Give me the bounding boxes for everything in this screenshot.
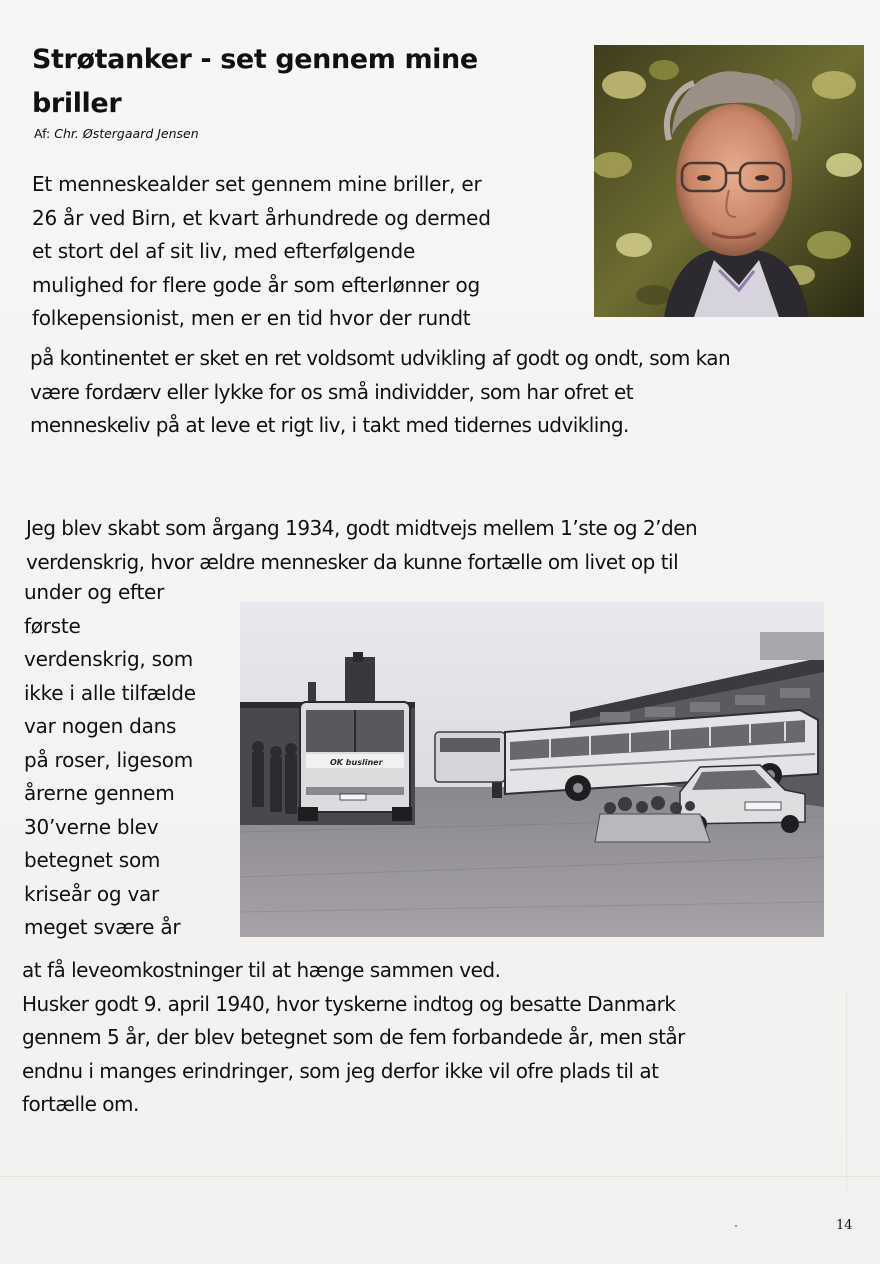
- text-line: verdenskrig, som: [24, 647, 194, 671]
- text-line: menneskeliv på at leve et rigt liv, i takt med tidernes udvikling.: [30, 413, 629, 437]
- text-line: var nogen dans: [24, 714, 177, 738]
- page-edge-line: [0, 1176, 880, 1177]
- text-line: at få leveomkostninger til at hænge sammen ved.: [22, 958, 501, 982]
- text-line: 30’verne blev: [24, 814, 159, 839]
- text-line: årerne gennem: [24, 781, 175, 805]
- byline-prefix: Af:: [34, 126, 51, 141]
- page-number: 14: [836, 1218, 853, 1233]
- title-line: briller: [32, 88, 122, 119]
- bus-sign-text: OK busliner: [330, 758, 383, 767]
- bus-station-photo: [240, 602, 824, 937]
- text-line: verdenskrig, hvor ældre mennesker da kunne fortælle om livet op til: [26, 549, 679, 574]
- author-portrait-photo: [594, 45, 864, 317]
- text-line: ikke i alle tilfælde: [24, 680, 196, 705]
- text-line: folkepensionist, men er en tid hvor der rundt: [32, 306, 471, 330]
- paragraph-2: [26, 512, 697, 579]
- text-line: meget svære år: [24, 915, 181, 939]
- article-title: [32, 38, 572, 126]
- paragraph-1: [32, 168, 491, 336]
- text-line: på kontinentet er sket en ret voldsomt udvikling af godt og ondt, som kan: [30, 346, 731, 370]
- bus-station-image: [240, 602, 824, 937]
- text-line: under og efter: [24, 580, 165, 604]
- text-line: 26 år ved Birn, et kvart århundrede og dermed: [32, 205, 491, 230]
- portrait-image: [594, 45, 864, 317]
- text-line: Jeg blev skabt som årgang 1934, godt midtvejs mellem 1’ste og 2’den: [26, 516, 698, 540]
- text-line: mulighed for flere gode år som efterlønner og: [32, 272, 480, 297]
- page-speck: [735, 1225, 737, 1227]
- text-line: være fordærv eller lykke for os små individder, som har ofret et: [30, 379, 634, 404]
- text-line: kriseår og var: [24, 881, 160, 906]
- text-line: første: [24, 613, 81, 638]
- page-edge-line: [846, 990, 847, 1190]
- paragraph-2-cont: [22, 954, 685, 1122]
- paragraph-1-cont: [30, 342, 730, 443]
- byline: [34, 126, 199, 141]
- text-line: på roser, ligesom: [24, 747, 193, 772]
- text-line: endnu i manges erindringer, som jeg derfor ikke vil ofre plads til at: [22, 1058, 659, 1083]
- title-line: Strøtanker - set gennem mine: [32, 44, 478, 75]
- text-line: Husker godt 9. april 1940, hvor tyskerne indtog og besatte Danmark: [22, 991, 676, 1016]
- text-line: betegnet som: [24, 848, 161, 872]
- text-line: gennem 5 år, der blev betegnet som de fem forbandede år, men står: [22, 1025, 685, 1049]
- text-line: Et menneskealder set gennem mine briller, er: [32, 172, 482, 196]
- author-name: Chr. Østergaard Jensen: [54, 126, 199, 141]
- text-line: fortælle om.: [22, 1092, 139, 1116]
- text-line: et stort del af sit liv, med efterfølgende: [32, 239, 416, 263]
- paragraph-2-wrapped: [24, 576, 196, 945]
